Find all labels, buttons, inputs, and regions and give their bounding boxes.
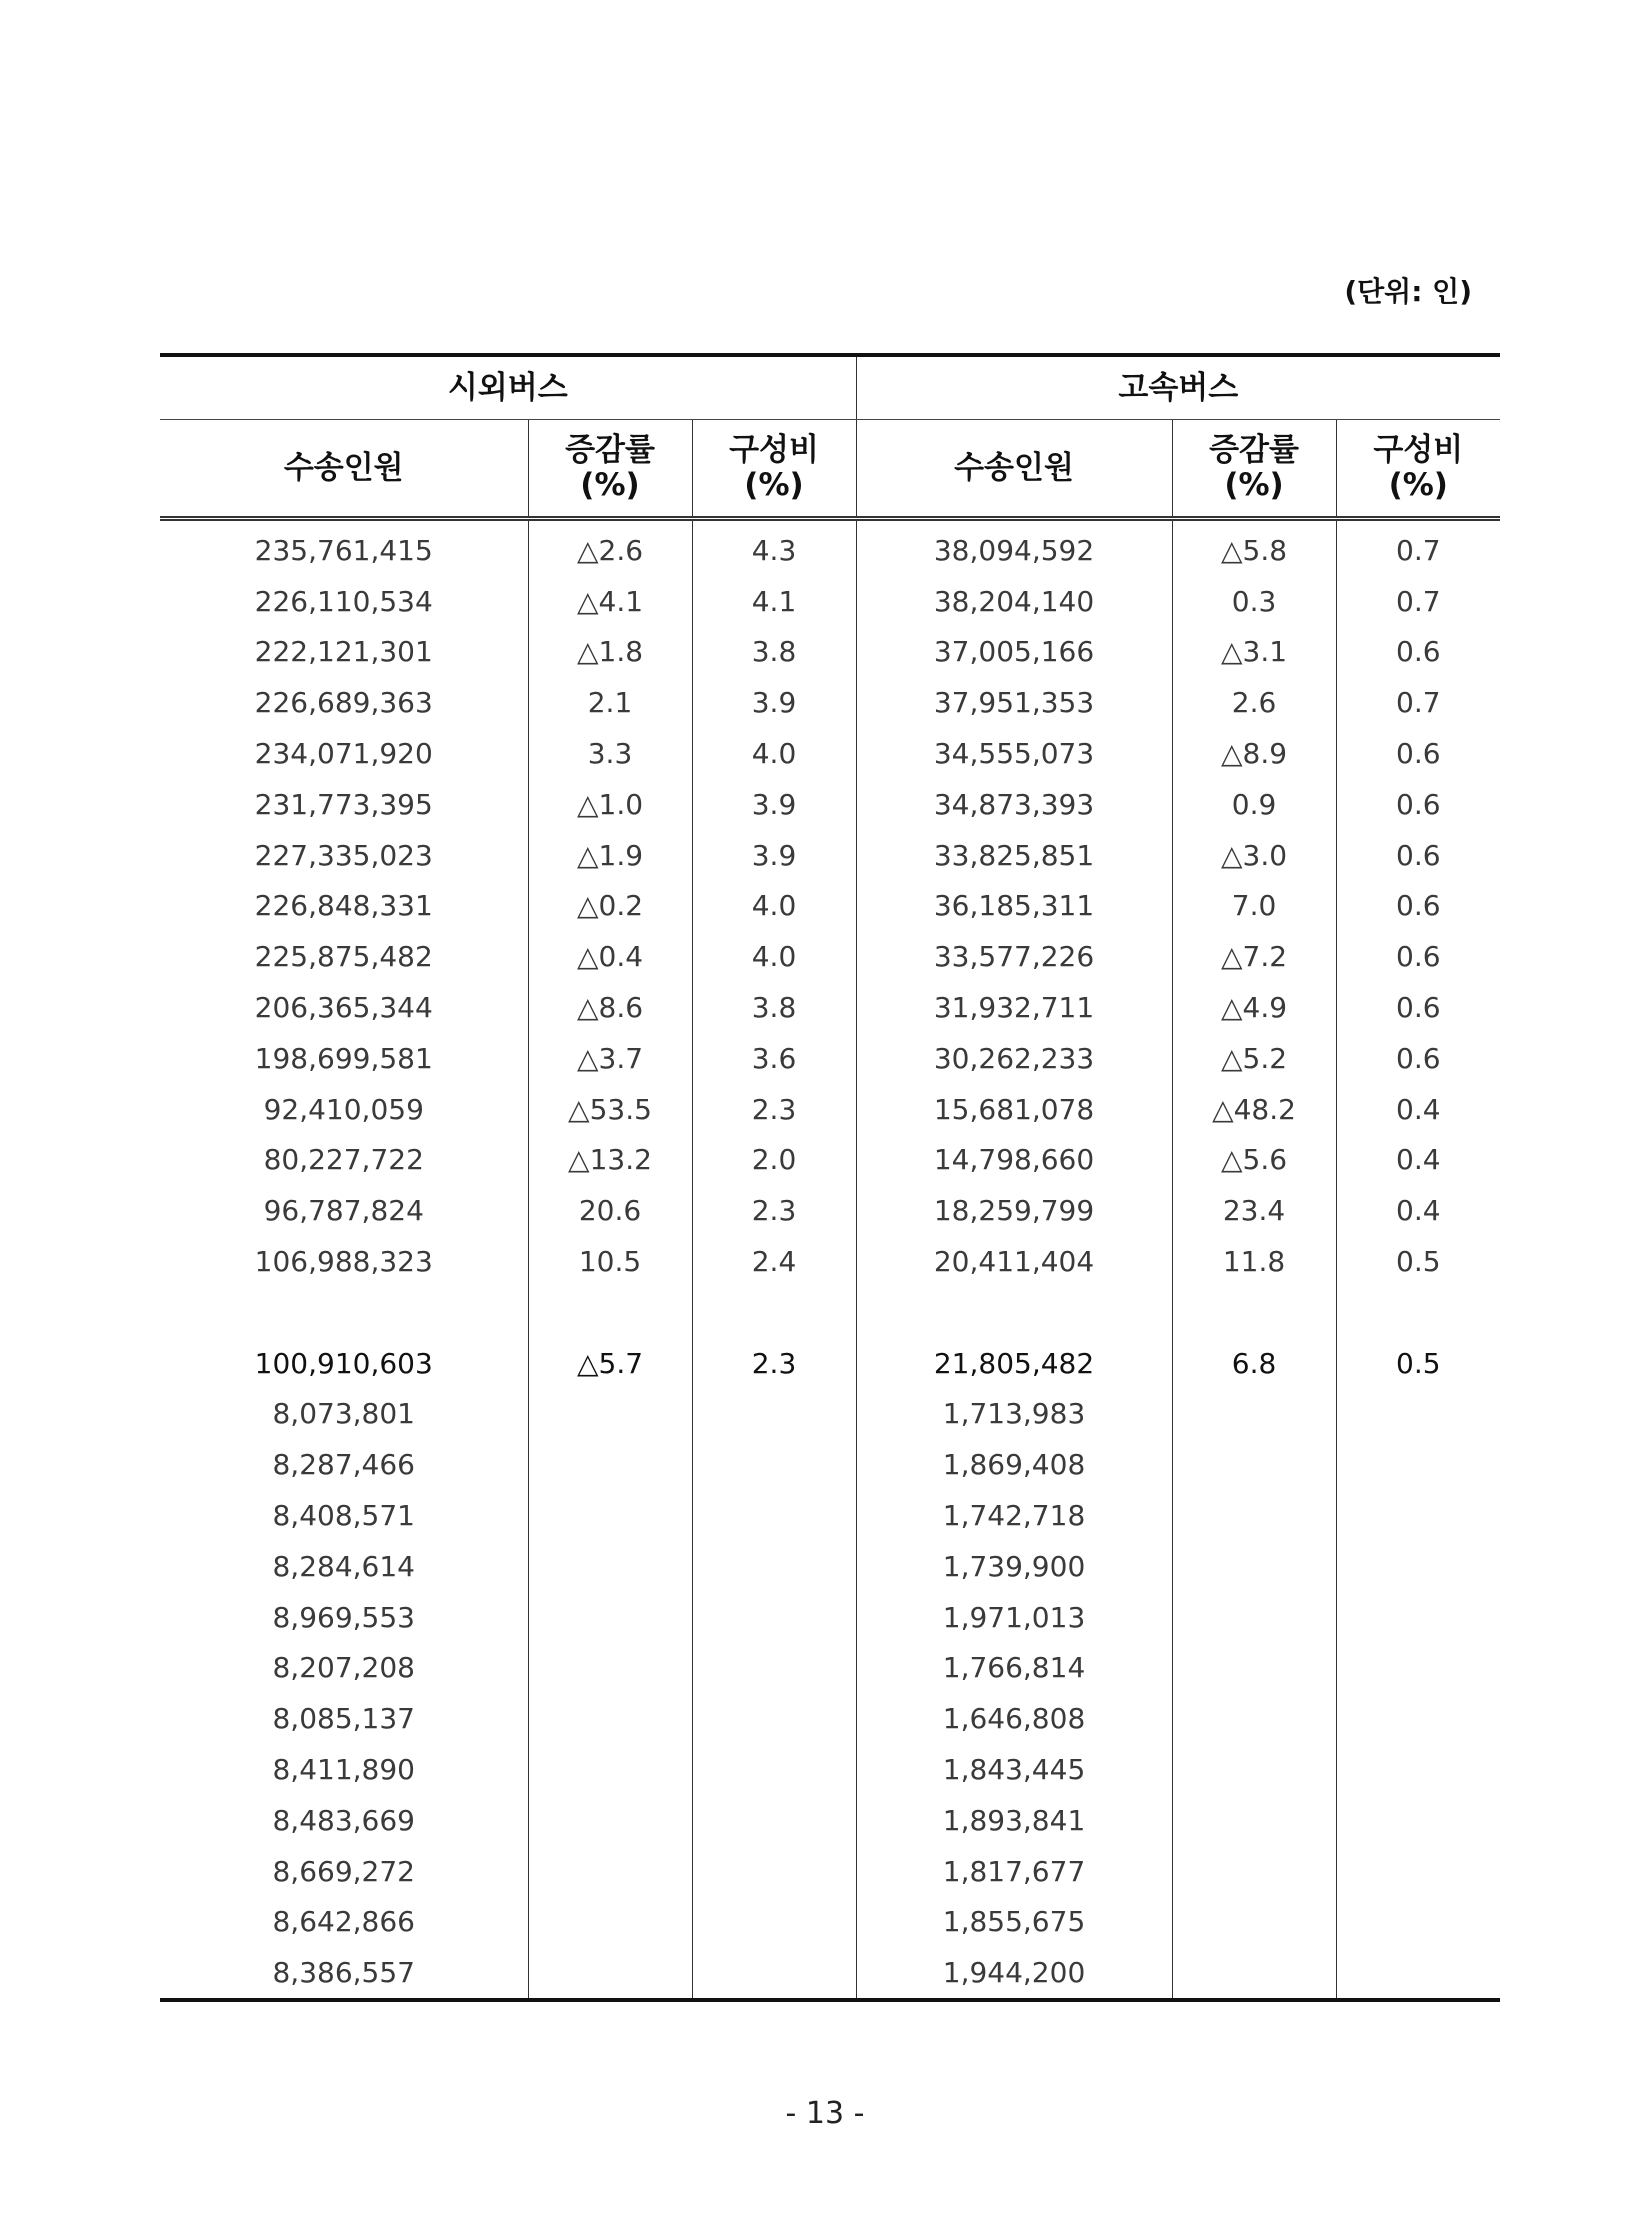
- table-row: [160, 931, 1500, 982]
- cell-express-change-rate: △48.2: [1172, 1084, 1336, 1135]
- cell-intercity-share: 2.3: [692, 1084, 856, 1135]
- cell-intercity-passengers: 206,365,344: [254, 991, 433, 1025]
- cell-intercity-passengers: 226,848,331: [254, 889, 433, 923]
- cell-intercity-share: 2.3: [692, 1338, 856, 1389]
- cell-express-share: 0.5: [1336, 1236, 1500, 1287]
- cell-express-share: 0.6: [1336, 779, 1500, 830]
- cell-intercity-change-rate: △1.8: [528, 627, 692, 678]
- cell-intercity-passengers: 8,284,614: [272, 1549, 415, 1583]
- cell-intercity-passengers: 8,287,466: [272, 1448, 415, 1482]
- cell-intercity-passengers: 92,410,059: [263, 1092, 424, 1126]
- cell-intercity-change-rate: △53.5: [528, 1084, 692, 1135]
- cell-intercity-share: 4.3: [692, 519, 856, 576]
- cell-express-share: 0.6: [1336, 728, 1500, 779]
- cell-intercity-change-rate: △1.9: [528, 830, 692, 881]
- cell-express-passengers: 21,805,482: [856, 1338, 1172, 1389]
- cell-express-change-rate: △4.9: [1172, 982, 1336, 1033]
- cell-intercity-share: [692, 1846, 856, 1897]
- cell-intercity-change-rate: [528, 1643, 692, 1694]
- cell-intercity-passengers: 8,969,553: [272, 1600, 415, 1634]
- monthly-row: [160, 1490, 1500, 1541]
- table-row: [160, 1236, 1500, 1287]
- cell-intercity-passengers: 8,386,557: [160, 1947, 528, 2000]
- cell-intercity-change-rate: △0.2: [528, 881, 692, 932]
- cell-intercity-share: [692, 1693, 856, 1744]
- cell-intercity-share: 3.9: [692, 677, 856, 728]
- monthly-row: [160, 1795, 1500, 1846]
- cell-express-change-rate: [1172, 1439, 1336, 1490]
- table-row: [160, 1033, 1500, 1084]
- unit-label: (단위: 인): [1344, 275, 1472, 308]
- table-body: [160, 519, 1500, 2001]
- cell-intercity-passengers: 8,411,890: [272, 1753, 415, 1787]
- col-header-express-share: 구성비 (%): [1336, 420, 1500, 519]
- cell-express-change-rate: [1172, 1592, 1336, 1643]
- cell-intercity-share: [692, 1490, 856, 1541]
- spacer-row: [160, 1287, 1500, 1338]
- cell-express-passengers: 38,094,592: [856, 519, 1172, 576]
- cell-express-change-rate: [1172, 1643, 1336, 1694]
- spacer-cell: [856, 1287, 1172, 1338]
- cell-intercity-share: [692, 1643, 856, 1694]
- cell-express-passengers: 33,825,851: [856, 830, 1172, 881]
- cell-express-change-rate: [1172, 1897, 1336, 1948]
- cell-intercity-share: [692, 1541, 856, 1592]
- table-row: [160, 1084, 1500, 1135]
- cell-intercity-change-rate: △3.7: [528, 1033, 692, 1084]
- cell-express-share: 0.4: [1336, 1084, 1500, 1135]
- cell-intercity-change-rate: △1.0: [528, 779, 692, 830]
- cell-express-passengers: 36,185,311: [856, 881, 1172, 932]
- cell-intercity-change-rate: △5.7: [528, 1338, 692, 1389]
- cell-express-change-rate: △7.2: [1172, 931, 1336, 982]
- cell-express-passengers: 37,005,166: [856, 627, 1172, 678]
- cell-intercity-change-rate: 3.3: [528, 728, 692, 779]
- cell-intercity-passengers: 231,773,395: [254, 787, 433, 821]
- cell-intercity-share: [692, 1592, 856, 1643]
- cell-intercity-passengers: 106,988,323: [254, 1245, 433, 1279]
- table-row: [160, 1135, 1500, 1186]
- cell-express-share: [1336, 1897, 1500, 1948]
- cell-intercity-change-rate: [528, 1947, 692, 2000]
- cell-express-passengers: 1,817,677: [856, 1846, 1172, 1897]
- cell-intercity-change-rate: △13.2: [528, 1135, 692, 1186]
- group-header-intercity: 시외버스: [160, 355, 856, 420]
- cell-intercity-share: 4.0: [692, 881, 856, 932]
- cell-express-passengers: 1,646,808: [856, 1693, 1172, 1744]
- cell-express-passengers: 1,843,445: [856, 1744, 1172, 1795]
- cell-express-change-rate: [1172, 1693, 1336, 1744]
- cell-express-change-rate: [1172, 1846, 1336, 1897]
- cell-intercity-passengers: 8,073,801: [272, 1397, 415, 1431]
- monthly-row: [160, 1541, 1500, 1592]
- col-header-intercity-passengers: 수송인원: [160, 420, 528, 519]
- cell-express-change-rate: 2.6: [1172, 677, 1336, 728]
- cell-express-share: 0.7: [1336, 519, 1500, 576]
- cell-express-change-rate: [1172, 1490, 1336, 1541]
- col-header-express-change-rate: 증감률 (%): [1172, 420, 1336, 519]
- monthly-row: [160, 1592, 1500, 1643]
- cell-express-share: [1336, 1846, 1500, 1897]
- cell-intercity-change-rate: 10.5: [528, 1236, 692, 1287]
- cell-express-change-rate: 23.4: [1172, 1185, 1336, 1236]
- cell-express-change-rate: △3.0: [1172, 830, 1336, 881]
- cell-intercity-change-rate: 20.6: [528, 1185, 692, 1236]
- cell-express-change-rate: [1172, 1744, 1336, 1795]
- cell-express-passengers: 1,869,408: [856, 1439, 1172, 1490]
- col-header-express-passengers: 수송인원: [856, 420, 1172, 519]
- cell-intercity-passengers: 8,408,571: [272, 1499, 415, 1533]
- cell-express-share: 0.6: [1336, 982, 1500, 1033]
- cell-express-change-rate: 11.8: [1172, 1236, 1336, 1287]
- cell-express-share: [1336, 1643, 1500, 1694]
- cell-intercity-passengers: 100,910,603: [254, 1346, 433, 1380]
- cell-intercity-change-rate: △0.4: [528, 931, 692, 982]
- cell-intercity-passengers: 198,699,581: [254, 1041, 433, 1075]
- spacer-cell: [692, 1287, 856, 1338]
- monthly-row: [160, 1947, 1500, 2000]
- cell-intercity-share: 3.9: [692, 779, 856, 830]
- cell-express-passengers: 1,742,718: [856, 1490, 1172, 1541]
- table-row: [160, 881, 1500, 932]
- cell-express-share: 0.7: [1336, 677, 1500, 728]
- cell-intercity-share: 2.4: [692, 1236, 856, 1287]
- cell-intercity-share: 4.1: [692, 576, 856, 627]
- cell-express-passengers: 1,766,814: [856, 1643, 1172, 1694]
- cell-intercity-change-rate: [528, 1439, 692, 1490]
- cell-express-passengers: 37,951,353: [856, 677, 1172, 728]
- cell-express-passengers: 14,798,660: [856, 1135, 1172, 1186]
- cell-express-change-rate: 7.0: [1172, 881, 1336, 932]
- cell-intercity-change-rate: [528, 1389, 692, 1440]
- table-row: [160, 677, 1500, 728]
- cell-express-share: 0.5: [1336, 1338, 1500, 1389]
- group-header-express: 고속버스: [856, 355, 1500, 420]
- monthly-row: [160, 1897, 1500, 1948]
- spacer-cell: [1336, 1287, 1500, 1338]
- table-row: [160, 1185, 1500, 1236]
- cell-intercity-passengers: 226,110,534: [254, 584, 433, 618]
- cell-intercity-passengers: 8,085,137: [272, 1702, 415, 1736]
- cell-express-share: 0.6: [1336, 627, 1500, 678]
- col-header-intercity-change-rate: 증감률 (%): [528, 420, 692, 519]
- cell-intercity-share: 3.9: [692, 830, 856, 881]
- cell-express-passengers: 20,411,404: [856, 1236, 1172, 1287]
- cell-express-share: [1336, 1389, 1500, 1440]
- table-row: [160, 627, 1500, 678]
- cell-express-change-rate: △5.2: [1172, 1033, 1336, 1084]
- cell-express-passengers: 1,893,841: [856, 1795, 1172, 1846]
- cell-express-share: 0.4: [1336, 1135, 1500, 1186]
- cell-express-change-rate: △5.8: [1172, 519, 1336, 576]
- cell-express-change-rate: [1172, 1389, 1336, 1440]
- cell-express-passengers: 15,681,078: [856, 1084, 1172, 1135]
- total-row: [160, 1338, 1500, 1389]
- cell-express-share: [1336, 1490, 1500, 1541]
- column-header-row: [160, 420, 1500, 519]
- cell-intercity-change-rate: [528, 1541, 692, 1592]
- cell-intercity-passengers: 222,121,301: [254, 635, 433, 669]
- cell-express-share: [1336, 1947, 1500, 2000]
- cell-express-share: 0.6: [1336, 830, 1500, 881]
- cell-express-share: [1336, 1795, 1500, 1846]
- monthly-row: [160, 1643, 1500, 1694]
- cell-express-passengers: 1,713,983: [856, 1389, 1172, 1440]
- cell-express-share: [1336, 1439, 1500, 1490]
- cell-intercity-change-rate: △2.6: [528, 519, 692, 576]
- group-header-row: [160, 355, 1500, 420]
- cell-express-change-rate: △5.6: [1172, 1135, 1336, 1186]
- cell-express-change-rate: 6.8: [1172, 1338, 1336, 1389]
- cell-express-change-rate: 0.3: [1172, 576, 1336, 627]
- cell-express-passengers: 1,855,675: [856, 1897, 1172, 1948]
- table-row: [160, 982, 1500, 1033]
- table-row: [160, 830, 1500, 881]
- cell-express-share: 0.6: [1336, 881, 1500, 932]
- monthly-row: [160, 1744, 1500, 1795]
- cell-intercity-share: [692, 1439, 856, 1490]
- cell-express-passengers: 30,262,233: [856, 1033, 1172, 1084]
- cell-intercity-share: 3.8: [692, 627, 856, 678]
- spacer-cell: [528, 1287, 692, 1338]
- cell-intercity-passengers: 226,689,363: [254, 686, 433, 720]
- cell-express-change-rate: [1172, 1947, 1336, 2000]
- cell-express-share: 0.4: [1336, 1185, 1500, 1236]
- cell-intercity-share: [692, 1389, 856, 1440]
- cell-intercity-change-rate: [528, 1592, 692, 1643]
- cell-intercity-share: [692, 1744, 856, 1795]
- cell-intercity-share: 2.0: [692, 1135, 856, 1186]
- cell-intercity-passengers: 8,483,669: [272, 1803, 415, 1837]
- cell-express-passengers: 31,932,711: [856, 982, 1172, 1033]
- cell-intercity-change-rate: 2.1: [528, 677, 692, 728]
- cell-intercity-change-rate: △8.6: [528, 982, 692, 1033]
- cell-intercity-change-rate: [528, 1744, 692, 1795]
- table-row: [160, 728, 1500, 779]
- cell-intercity-change-rate: [528, 1795, 692, 1846]
- monthly-row: [160, 1389, 1500, 1440]
- cell-express-change-rate: △3.1: [1172, 627, 1336, 678]
- cell-express-passengers: 1,739,900: [856, 1541, 1172, 1592]
- cell-intercity-change-rate: [528, 1693, 692, 1744]
- col-header-intercity-share: 구성비 (%): [692, 420, 856, 519]
- cell-intercity-passengers: 8,669,272: [272, 1854, 415, 1888]
- cell-intercity-share: 3.8: [692, 982, 856, 1033]
- cell-intercity-passengers: 96,787,824: [263, 1194, 424, 1228]
- cell-intercity-change-rate: [528, 1490, 692, 1541]
- cell-express-passengers: 1,971,013: [856, 1592, 1172, 1643]
- cell-express-passengers: 34,555,073: [856, 728, 1172, 779]
- cell-express-passengers: 34,873,393: [856, 779, 1172, 830]
- cell-intercity-share: 4.0: [692, 931, 856, 982]
- cell-intercity-change-rate: [528, 1846, 692, 1897]
- cell-intercity-passengers: 225,875,482: [254, 940, 433, 974]
- cell-intercity-passengers: 235,761,415: [254, 533, 433, 567]
- cell-express-change-rate: △8.9: [1172, 728, 1336, 779]
- page-number: - 13 -: [785, 2096, 865, 2131]
- table-row: [160, 779, 1500, 830]
- cell-intercity-passengers: 234,071,920: [254, 737, 433, 771]
- spacer-cell: [160, 1287, 528, 1338]
- spacer-cell: [1172, 1287, 1336, 1338]
- cell-intercity-passengers: 8,207,208: [272, 1651, 415, 1685]
- cell-express-passengers: 18,259,799: [856, 1185, 1172, 1236]
- cell-intercity-change-rate: [528, 1897, 692, 1948]
- cell-express-share: [1336, 1541, 1500, 1592]
- monthly-row: [160, 1693, 1500, 1744]
- cell-intercity-share: 4.0: [692, 728, 856, 779]
- cell-express-share: 0.6: [1336, 931, 1500, 982]
- table-row: [160, 576, 1500, 627]
- cell-express-passengers: 1,944,200: [856, 1947, 1172, 2000]
- cell-express-share: [1336, 1744, 1500, 1795]
- cell-express-change-rate: 0.9: [1172, 779, 1336, 830]
- cell-express-share: [1336, 1592, 1500, 1643]
- cell-express-share: 0.6: [1336, 1033, 1500, 1084]
- cell-intercity-passengers: 8,642,866: [272, 1905, 415, 1939]
- cell-intercity-change-rate: △4.1: [528, 576, 692, 627]
- monthly-row: [160, 1439, 1500, 1490]
- cell-express-passengers: 33,577,226: [856, 931, 1172, 982]
- cell-intercity-passengers: 80,227,722: [263, 1143, 424, 1177]
- cell-intercity-passengers: 227,335,023: [254, 838, 433, 872]
- cell-intercity-share: [692, 1947, 856, 2000]
- monthly-row: [160, 1846, 1500, 1897]
- cell-express-passengers: 38,204,140: [856, 576, 1172, 627]
- cell-express-share: 0.7: [1336, 576, 1500, 627]
- cell-express-change-rate: [1172, 1541, 1336, 1592]
- cell-intercity-share: [692, 1897, 856, 1948]
- cell-intercity-share: 3.6: [692, 1033, 856, 1084]
- cell-intercity-share: 2.3: [692, 1185, 856, 1236]
- cell-express-share: [1336, 1693, 1500, 1744]
- cell-express-change-rate: [1172, 1795, 1336, 1846]
- cell-intercity-share: [692, 1795, 856, 1846]
- table-row: [160, 519, 1500, 576]
- bus-passenger-table: [160, 353, 1500, 2002]
